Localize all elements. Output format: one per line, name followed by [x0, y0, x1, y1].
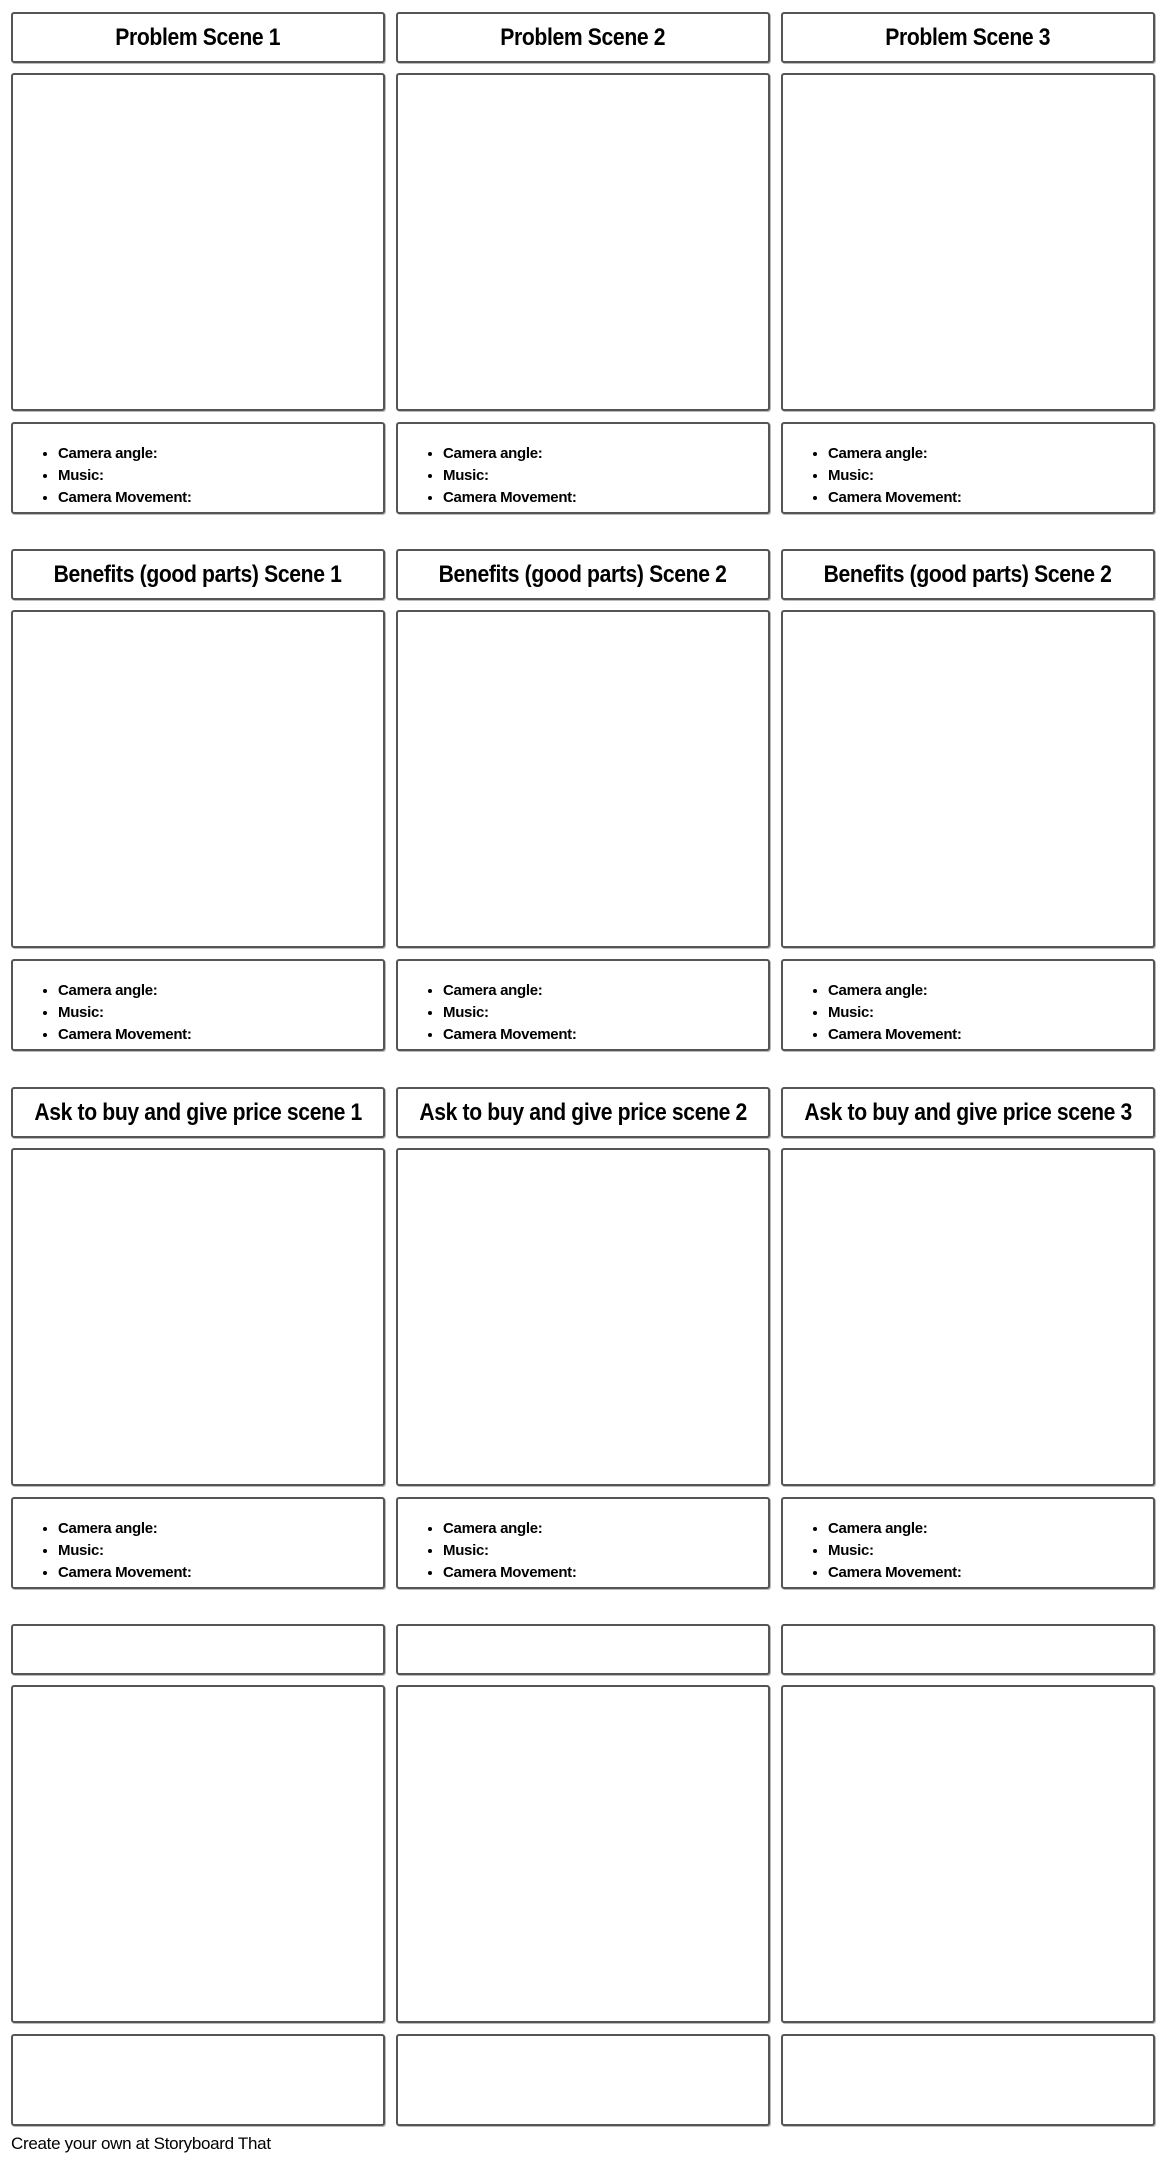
cell-image-frame[interactable] — [11, 73, 385, 411]
cell-description-box[interactable] — [11, 959, 385, 1051]
camera-angle-item: • Camera angle: — [443, 980, 768, 1002]
cell-description-box[interactable] — [11, 2034, 385, 2126]
cell-description-box[interactable] — [396, 2034, 770, 2126]
cell-title: Benefits (good parts) Scene 2 — [439, 560, 727, 588]
cell-image-frame[interactable] — [11, 610, 385, 948]
music-item: • Music: — [828, 1002, 1153, 1024]
cell-title: Benefits (good parts) Scene 2 — [824, 560, 1112, 588]
cell-image-frame[interactable] — [11, 1685, 385, 2023]
cell-description-box[interactable] — [781, 2034, 1155, 2126]
music-item: • Music: — [58, 1002, 383, 1024]
cell-title: Problem Scene 1 — [115, 23, 281, 51]
music-item: • Music: — [58, 465, 383, 487]
cell-image-frame[interactable] — [11, 1148, 385, 1486]
cell-title: Ask to buy and give price scene 1 — [34, 1098, 362, 1126]
music-item: • Music: — [58, 1540, 383, 1562]
camera-movement-item: • Camera Movement: — [443, 1024, 768, 1046]
cell-title-box[interactable] — [11, 549, 385, 600]
camera-angle-item: • Camera angle: — [828, 443, 1153, 465]
cell-image-frame[interactable] — [396, 1148, 770, 1486]
cell-title-box[interactable] — [11, 1087, 385, 1138]
storyboard-that-credit: Create your own at Storyboard That — [11, 2134, 271, 2153]
camera-angle-item: • Camera angle: — [58, 980, 383, 1002]
cell-image-frame[interactable] — [396, 73, 770, 411]
cell-description-box[interactable] — [11, 422, 385, 514]
cell-description-box[interactable] — [781, 1497, 1155, 1589]
cell-title-box[interactable] — [396, 1087, 770, 1138]
cell-title-box[interactable] — [781, 549, 1155, 600]
camera-angle-item: • Camera angle: — [443, 1518, 768, 1540]
camera-movement-item: • Camera Movement: — [443, 487, 768, 509]
shot-notes-list — [398, 961, 768, 1046]
cell-description-box[interactable] — [781, 422, 1155, 514]
shot-notes-list — [398, 1499, 768, 1584]
shot-notes-list — [783, 424, 1153, 509]
music-item: • Music: — [443, 465, 768, 487]
music-item: • Music: — [828, 1540, 1153, 1562]
cell-title: Ask to buy and give price scene 2 — [419, 1098, 747, 1126]
cell-image-frame[interactable] — [781, 610, 1155, 948]
camera-angle-item: • Camera angle: — [58, 1518, 383, 1540]
music-item: • Music: — [828, 465, 1153, 487]
cell-description-box[interactable] — [396, 959, 770, 1051]
cell-image-frame[interactable] — [396, 1685, 770, 2023]
music-item: • Music: — [443, 1540, 768, 1562]
camera-angle-item: • Camera angle: — [443, 443, 768, 465]
camera-angle-item: • Camera angle: — [828, 1518, 1153, 1540]
cell-description-box[interactable] — [396, 422, 770, 514]
cell-title-box[interactable] — [396, 12, 770, 63]
music-item: • Music: — [443, 1002, 768, 1024]
cell-description-box[interactable] — [396, 1497, 770, 1589]
camera-movement-item: • Camera Movement: — [443, 1562, 768, 1584]
cell-image-frame[interactable] — [781, 1685, 1155, 2023]
shot-notes-list — [398, 424, 768, 509]
cell-description-box[interactable] — [781, 959, 1155, 1051]
shot-notes-list — [13, 1499, 383, 1584]
camera-angle-item: • Camera angle: — [828, 980, 1153, 1002]
camera-movement-item: • Camera Movement: — [828, 487, 1153, 509]
camera-angle-item: • Camera angle: — [58, 443, 383, 465]
cell-title-box[interactable] — [11, 1624, 385, 1675]
cell-description-box[interactable] — [11, 1497, 385, 1589]
cell-title: Benefits (good parts) Scene 1 — [54, 560, 342, 588]
cell-image-frame[interactable] — [781, 1148, 1155, 1486]
cell-title: Problem Scene 3 — [885, 23, 1051, 51]
cell-title-box[interactable] — [781, 12, 1155, 63]
camera-movement-item: • Camera Movement: — [58, 1024, 383, 1046]
cell-title-box[interactable] — [781, 1087, 1155, 1138]
cell-title: Problem Scene 2 — [500, 23, 666, 51]
shot-notes-list — [783, 961, 1153, 1046]
shot-notes-list — [13, 961, 383, 1046]
cell-title-box[interactable] — [781, 1624, 1155, 1675]
cell-title: Ask to buy and give price scene 3 — [804, 1098, 1132, 1126]
shot-notes-list — [783, 1499, 1153, 1584]
camera-movement-item: • Camera Movement: — [828, 1024, 1153, 1046]
cell-image-frame[interactable] — [396, 610, 770, 948]
shot-notes-list — [13, 424, 383, 509]
camera-movement-item: • Camera Movement: — [58, 1562, 383, 1584]
camera-movement-item: • Camera Movement: — [58, 487, 383, 509]
cell-title-box[interactable] — [396, 549, 770, 600]
cell-title-box[interactable] — [396, 1624, 770, 1675]
cell-title-box[interactable] — [11, 12, 385, 63]
camera-movement-item: • Camera Movement: — [828, 1562, 1153, 1584]
cell-image-frame[interactable] — [781, 73, 1155, 411]
